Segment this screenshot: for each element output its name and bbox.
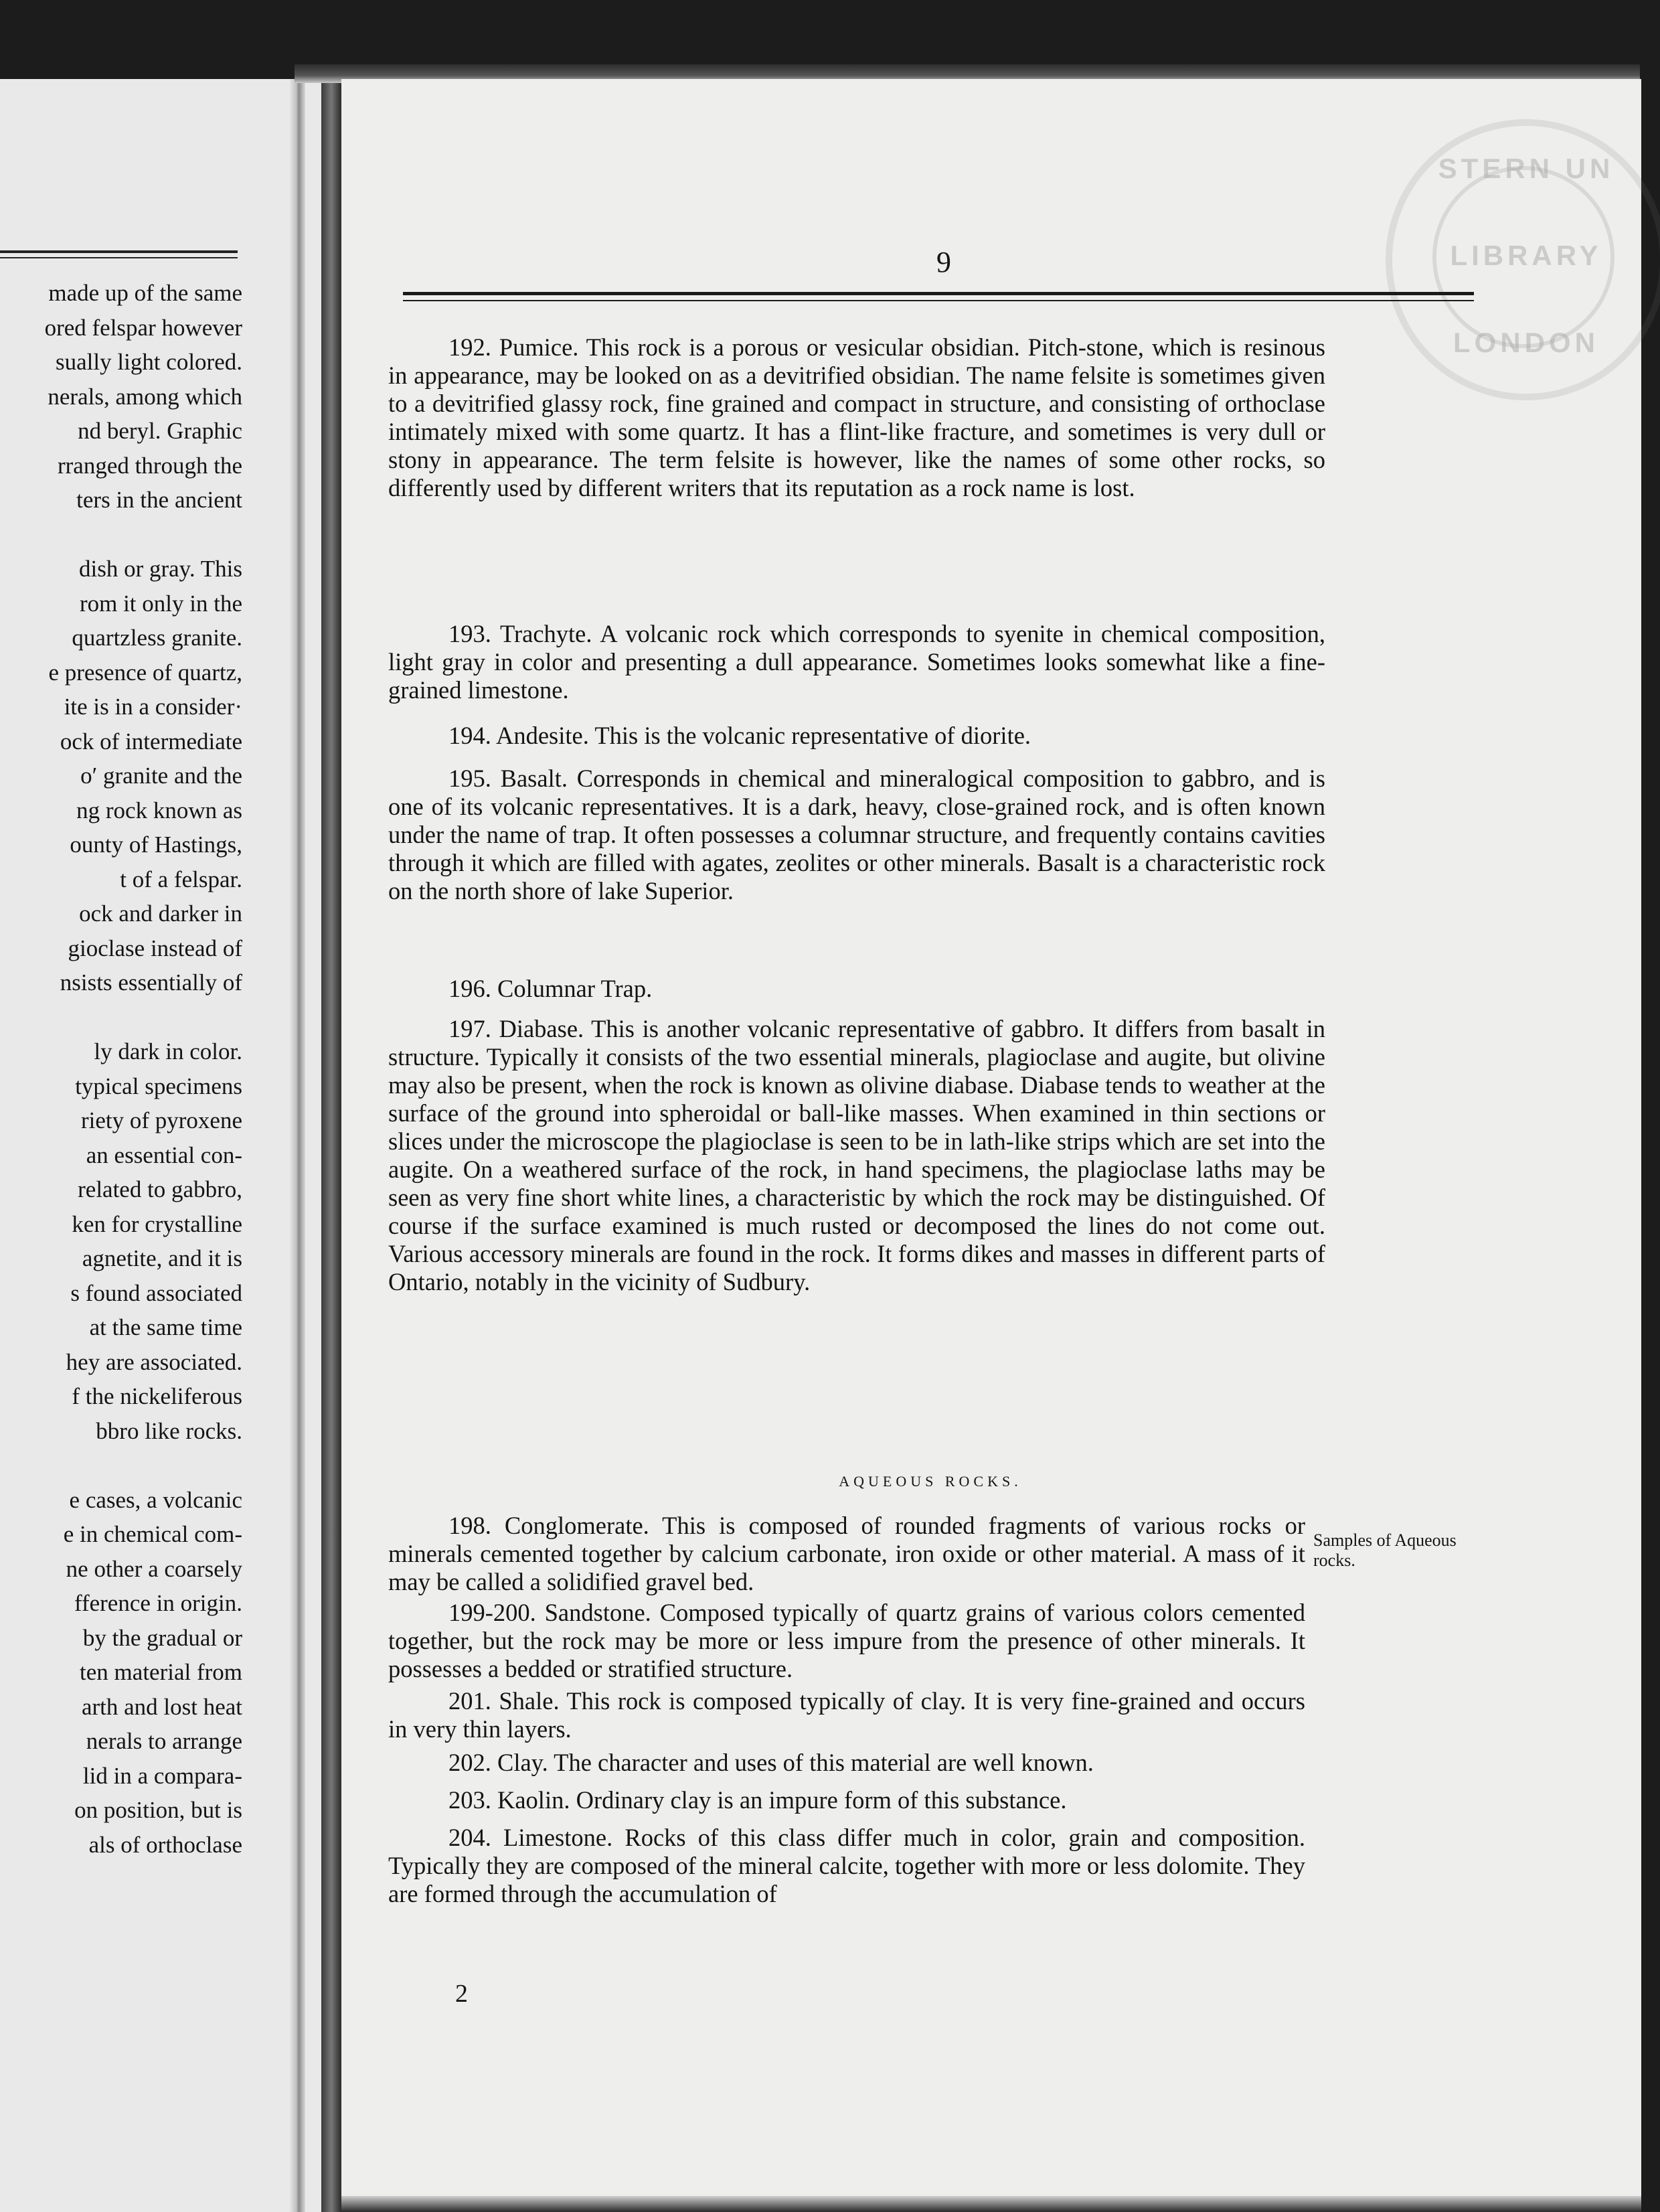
left-page-line: bbro like rocks. bbox=[96, 1417, 242, 1444]
paragraph-202: 202. Clay. The character and uses of this material are well known. bbox=[448, 1749, 1094, 1776]
left-page-line: o′ granite and the bbox=[80, 763, 242, 789]
left-page-line: ounty of Hastings, bbox=[70, 832, 242, 858]
left-page-line: ock and darker in bbox=[79, 900, 242, 927]
paragraph-192: 192. Pumice. This rock is a porous or vesicular obsidian. Pitch-stone, which is resinous in appearance, may be looked on as a devitrified obsidian. The name felsite is sometimes given to a devitrified glassy rock, fine grained and compact in structure, and consisting of orthoclase intimately mixed with some quartz. It has a flint-like fracture, and sometimes is very dull or stony in appearance. The term felsite is however, like the names of some other rocks, so differently used by different writers that its reputation as a rock name is lost. bbox=[388, 333, 1325, 501]
left-page-line: on position, but is bbox=[74, 1797, 242, 1823]
left-page-line: made up of the same bbox=[48, 280, 242, 306]
book-spine bbox=[321, 74, 341, 2212]
left-page-line: at the same time bbox=[89, 1314, 242, 1340]
page-gutter bbox=[289, 79, 305, 2212]
paragraph-203: 203. Kaolin. Ordinary clay is an impure form of this substance. bbox=[448, 1786, 1067, 1814]
left-page-line: ters in the ancient bbox=[76, 487, 242, 513]
left-page-line: ng rock known as bbox=[76, 797, 242, 823]
left-page-line: arth and lost heat bbox=[81, 1693, 242, 1720]
left-page-line: e in chemical com- bbox=[63, 1521, 242, 1547]
left-page-line: nd beryl. Graphic bbox=[78, 418, 242, 444]
page-bottom-edge bbox=[341, 2196, 1641, 2212]
stamp-text: LONDON bbox=[1453, 327, 1599, 358]
left-page-line: ored felspar however bbox=[44, 314, 242, 341]
left-page-line: t of a felspar. bbox=[120, 866, 242, 892]
left-page-line: fference in origin. bbox=[74, 1590, 242, 1616]
left-page-line: agnetite, and it is bbox=[82, 1245, 242, 1271]
header-rule bbox=[403, 292, 1474, 295]
left-page-line: nsists essentially of bbox=[60, 969, 242, 996]
left-page-line: s found associated bbox=[70, 1279, 242, 1306]
header-rule bbox=[403, 300, 1474, 301]
paragraph-204: 204. Limestone. Rocks of this class differ much in color, grain and composition. Typically they are composed of the mineral calcite, together with more or less dolomite. They are formed through the accumulation of bbox=[388, 1824, 1305, 1907]
section-heading: AQUEOUS ROCKS. bbox=[839, 1473, 1022, 1490]
left-page-line: lid in a compara- bbox=[82, 1762, 242, 1789]
paragraph-199-200: 199-200. Sandstone. Composed typically of quartz grains of various colors cemented together, but the rock may be more or less impure from the presence of other minerals. It possesses a bedded or stratified structure. bbox=[388, 1599, 1305, 1682]
left-page-line: e cases, a volcanic bbox=[69, 1486, 242, 1513]
left-page-line: nerals, among which bbox=[48, 383, 242, 410]
left-page-line: f the nickeliferous bbox=[72, 1383, 242, 1409]
left-page-line: rranged through the bbox=[57, 452, 242, 479]
left-page-line: hey are associated. bbox=[66, 1348, 242, 1375]
stamp-text: LIBRARY bbox=[1450, 240, 1602, 271]
signature-mark: 2 bbox=[455, 1980, 468, 2008]
left-page-line: e presence of quartz, bbox=[48, 659, 242, 686]
left-page-line: typical specimens bbox=[75, 1073, 242, 1099]
paragraph-194: 194. Andesite. This is the volcanic representative of diorite. bbox=[448, 722, 1031, 749]
left-page-line: dish or gray. This bbox=[78, 556, 242, 582]
paragraph-201: 201. Shale. This rock is composed typically of clay. It is very fine-grained and occurs in very thin layers. bbox=[388, 1687, 1305, 1743]
left-page-line: gioclase instead of bbox=[68, 935, 242, 961]
paragraph-193: 193. Trachyte. A volcanic rock which corresponds to syenite in chemical composition, light gray in color and presenting a dull appearance. Sometimes looks somewhat like a fine-grained limestone. bbox=[388, 620, 1325, 704]
left-page-line: related to gabbro, bbox=[78, 1176, 242, 1202]
left-page-line: sually light colored. bbox=[56, 349, 242, 375]
paragraph-198: 198. Conglomerate. This is composed of rounded fragments of various rocks or minerals cemented together by calcium carbonate, iron oxide or other material. A mass of it may be called a solidified gravel bed. bbox=[388, 1512, 1305, 1595]
left-page-line: ken for crystalline bbox=[72, 1210, 242, 1237]
library-stamp bbox=[1386, 119, 1660, 400]
previous-page bbox=[0, 79, 321, 2212]
left-page-line: riety of pyroxene bbox=[80, 1107, 242, 1133]
left-page-line: ne other a coarsely bbox=[66, 1555, 242, 1582]
left-page-line: als of orthoclase bbox=[88, 1831, 242, 1858]
left-page-line: nerals to arrange bbox=[86, 1728, 242, 1754]
paragraph-197: 197. Diabase. This is another volcanic representative of gabbro. It differs from basalt in structure. Typically it consists of the two essential minerals, plagioclase and augite, but olivine may also be present, when the rock is known as olivine diabase. Diabase tends to weather at the surface of the ground into spheroidal or ball-like masses. When examined in thin sections or slices under the microscope the plagioclase is seen to be in lath-like strips which are set into the augite. On a weathered surface of the rock, in hand specimens, the plagioclase laths may be seen as very fine short white lines, a characteristic by which the rock may be distinguished. Of course if the surface examined is much rusted or decomposed the lines do not come out. Various accessory minerals are found in the rock. It forms dikes and masses in different parts of Ontario, notably in the vicinity of Sudbury. bbox=[388, 1015, 1325, 1295]
left-page-line: ly dark in color. bbox=[94, 1038, 242, 1064]
margin-note: Samples of Aqueous rocks. bbox=[1313, 1530, 1457, 1570]
left-page-line: quartzless granite. bbox=[72, 625, 242, 651]
paragraph-196: 196. Columnar Trap. bbox=[448, 975, 653, 1002]
left-page-rule bbox=[0, 250, 238, 253]
stamp-text: STERN UN bbox=[1438, 153, 1614, 184]
left-page-line: ock of intermediate bbox=[60, 728, 242, 755]
left-page-line: ite is in a consider· bbox=[64, 694, 242, 720]
page-number: 9 bbox=[936, 246, 951, 279]
left-page-line: ten material from bbox=[80, 1659, 242, 1685]
left-page-line: by the gradual or bbox=[82, 1624, 242, 1651]
left-page-line: rom it only in the bbox=[79, 590, 242, 617]
left-page-line: an essential con- bbox=[86, 1141, 242, 1168]
left-page-rule bbox=[0, 257, 238, 258]
paragraph-195: 195. Basalt. Corresponds in chemical and mineralogical composition to gabbro, and is one of its volcanic representatives. It is a dark, heavy, close-grained rock, and is often known under the name of trap. It often possesses a columnar structure, and frequently contains cavities through it which are filled with agates, zeolites or other minerals. Basalt is a characteristic rock on the north shore of lake Superior. bbox=[388, 765, 1325, 904]
document-page bbox=[341, 79, 1641, 2212]
